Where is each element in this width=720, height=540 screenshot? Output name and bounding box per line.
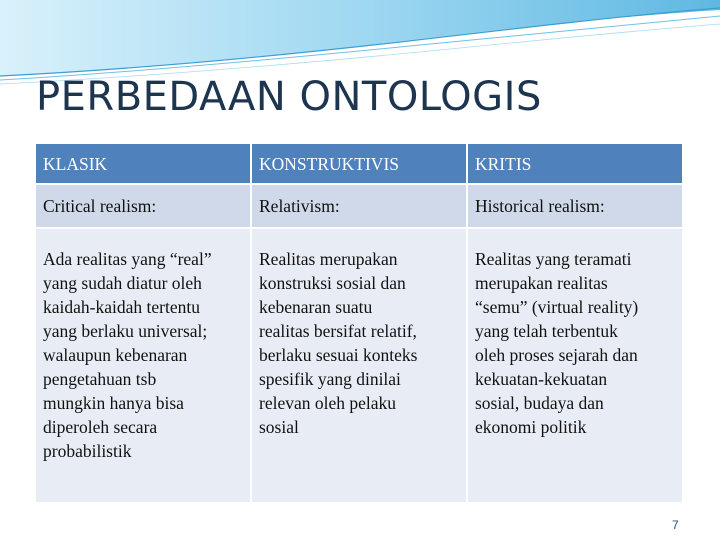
cell-line: relevan oleh pelaku xyxy=(259,393,397,413)
cell-line: diperoleh secara xyxy=(43,417,158,437)
slide-number: 7 xyxy=(672,518,679,532)
cell-line: yang sudah diatur oleh xyxy=(43,273,202,293)
cell-line: sosial, budaya dan xyxy=(475,393,604,413)
cell-line: “semu” (virtual reality) xyxy=(475,297,639,317)
cell-line: kebenaran suatu xyxy=(259,297,373,317)
cell-line: Realitas yang teramati xyxy=(475,249,632,269)
header-kritis: KRITIS xyxy=(467,143,683,184)
cell-line: ekonomi politik xyxy=(475,417,587,437)
cell-line: konstruksi sosial dan xyxy=(259,273,406,293)
cell-line: mungkin hanya bisa xyxy=(43,393,184,413)
header-konstruktivis: KONSTRUKTIVIS xyxy=(251,143,467,184)
cell-line: yang berlaku universal; xyxy=(43,321,208,341)
cell-line: merupakan realitas xyxy=(475,273,608,293)
cell-line: pengetahuan tsb xyxy=(43,369,157,389)
cell-line: berlaku sesuai konteks xyxy=(259,345,418,365)
table-row xyxy=(35,184,683,228)
cell-line: sosial xyxy=(259,417,299,437)
cell-line: walaupun kebenaran xyxy=(43,345,188,365)
cell-line: probabilistik xyxy=(43,441,132,461)
slide-title: PERBEDAAN ONTOLOGIS xyxy=(36,74,542,120)
table-header-row xyxy=(35,143,683,184)
cell-line: oleh proses sejarah dan xyxy=(475,345,638,365)
table-cell: Critical realism: xyxy=(35,184,251,228)
table-cell: Historical realism: xyxy=(467,184,683,228)
cell-line: kaidah-kaidah tertentu xyxy=(43,297,200,317)
table-cell: Relativism: xyxy=(251,184,467,228)
cell-line: kekuatan-kekuatan xyxy=(475,369,608,389)
table-row xyxy=(35,228,683,503)
cell-line: Realitas merupakan xyxy=(259,249,398,269)
table-cell xyxy=(467,228,683,503)
ontology-comparison-table xyxy=(34,142,684,504)
header-klasik: KLASIK xyxy=(35,143,251,184)
table-cell xyxy=(251,228,467,503)
cell-line: yang telah terbentuk xyxy=(475,321,618,341)
cell-line: spesifik yang dinilai xyxy=(259,369,401,389)
cell-line: Ada realitas yang “real” xyxy=(43,249,212,269)
table-cell xyxy=(35,228,251,503)
cell-line: realitas bersifat relatif, xyxy=(259,321,417,341)
